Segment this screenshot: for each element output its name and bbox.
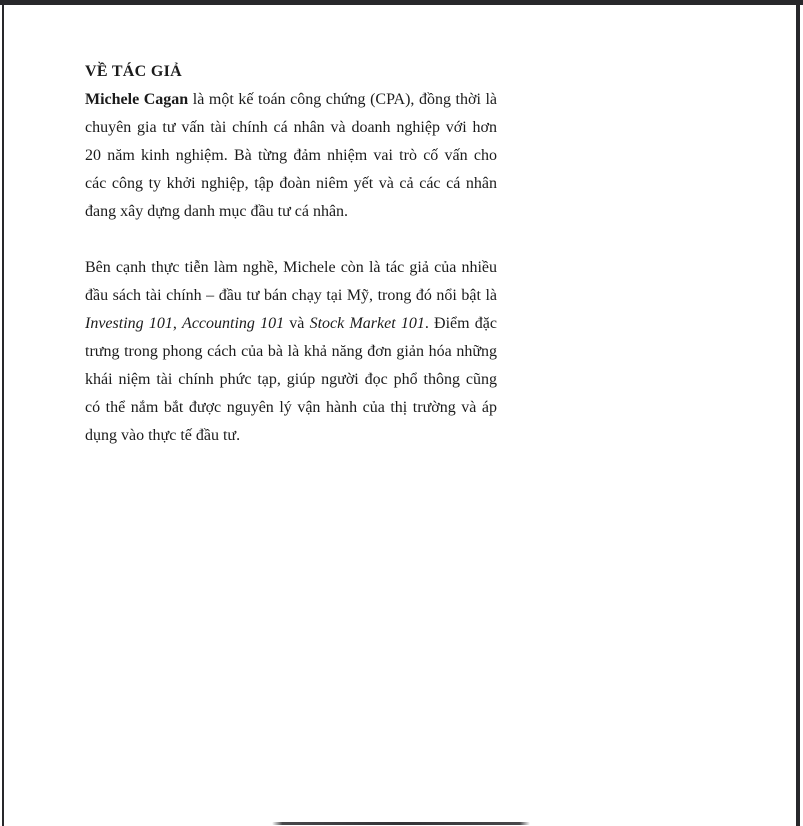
text-line: chuyên gia tư vấn tài chính cá nhân và doanh nghiệp với hơn xyxy=(85,119,497,136)
text-line: đầu sách tài chính – đầu tư bán chạy tại Mỹ, trong đó nổi bật là xyxy=(85,287,497,304)
text-segment: . Điểm đặc xyxy=(424,315,497,332)
page-title: VỀ TÁC GIẢ xyxy=(85,63,182,80)
books-paragraph xyxy=(85,254,497,450)
hidden-taskbar-hint[interactable] xyxy=(272,822,530,825)
text-line xyxy=(85,310,497,338)
text-line: trưng trong phong cách của bà là khả năng đơn giản hóa những xyxy=(85,343,497,360)
text-line: khái niệm tài chính phức tạp, giúp người đọc phổ thông cũng xyxy=(85,371,497,388)
document-page xyxy=(85,58,497,450)
book-title: Investing 101 xyxy=(85,315,173,332)
book-title: Accounting 101 xyxy=(182,315,285,332)
text-segment: là một kế toán công chứng (CPA), đồng thời là xyxy=(188,91,498,108)
about-author-paragraph xyxy=(85,86,497,226)
text-segment: và xyxy=(284,315,310,332)
text-line: có thể nắm bắt được nguyên lý vận hành của thị trường và áp xyxy=(85,399,497,416)
text-segment: , xyxy=(172,315,183,332)
page-right-border xyxy=(796,5,800,826)
page-top-border xyxy=(0,0,803,5)
text-line: các công ty khởi nghiệp, tập đoàn niêm yết và cả các cá nhân xyxy=(85,175,497,192)
text-line: dụng vào thực tế đầu tư. xyxy=(85,427,241,444)
text-line: 20 năm kinh nghiệm. Bà từng đảm nhiệm vai trò cố vấn cho xyxy=(85,147,497,164)
page-left-border xyxy=(2,5,4,826)
text-line: đang xây dựng danh mục đầu tư cá nhân. xyxy=(85,203,349,220)
text-line xyxy=(85,86,497,114)
book-title: Stock Market 101 xyxy=(309,315,425,332)
author-name: Michele Cagan xyxy=(85,91,189,108)
text-line: Bên cạnh thực tiễn làm nghề, Michele còn là tác giả của nhiều xyxy=(85,259,497,276)
